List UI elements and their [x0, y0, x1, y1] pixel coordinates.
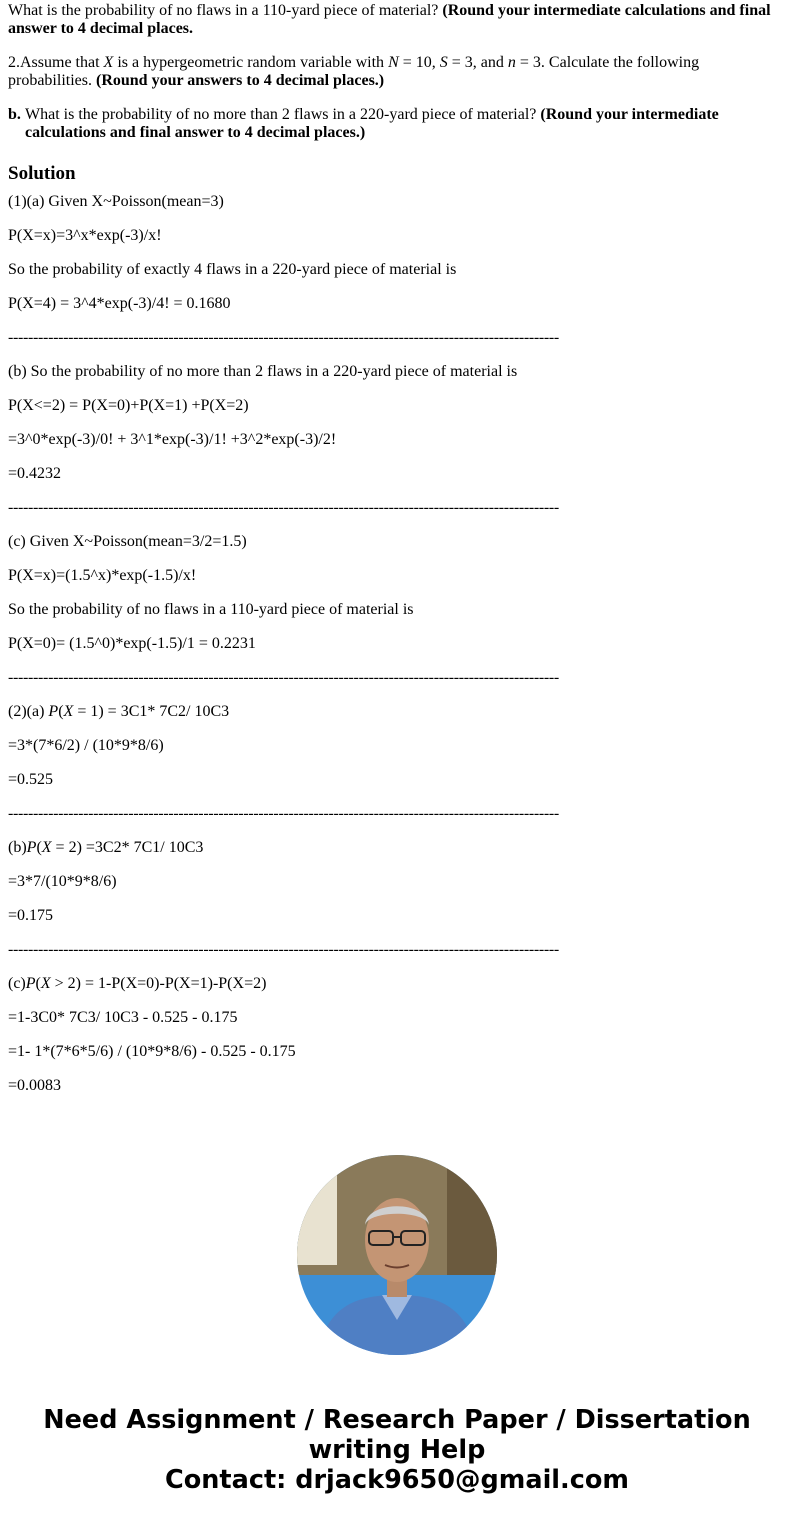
- solution-line: P(X=0)= (1.5^0)*exp(-1.5)/1 = 0.2231: [8, 635, 256, 652]
- divider: --------------------------------------------------------------------------------------------------------------: [8, 941, 559, 958]
- question-1b-text: What is the probability of no more than 2 flaws in a 220-yard piece of material? (Round your intermediate calculations and final answer to 4 decimal places.): [25, 106, 719, 141]
- author-portrait-icon: [297, 1155, 497, 1355]
- solution-line: P(X<=2) = P(X=0)+P(X=1) +P(X=2): [8, 397, 249, 414]
- question-1b: [8, 106, 786, 142]
- solution-line: P(X=4) = 3^4*exp(-3)/4! = 0.1680: [8, 295, 231, 312]
- solution-line: =0.525: [8, 771, 54, 788]
- divider: --------------------------------------------------------------------------------------------------------------: [8, 669, 559, 686]
- document: [0, 2, 794, 1095]
- question-1-partial: What is the probability of no flaws in a 110-yard piece of material? (Round your intermediate calculations and final answer to 4 decimal places.: [8, 2, 771, 37]
- solution-line: So the probability of no flaws in a 110-yard piece of material is: [8, 601, 414, 618]
- promo-line: writing Help: [308, 1435, 486, 1465]
- solution-line: P(X=x)=(1.5^x)*exp(-1.5)/x!: [8, 567, 197, 584]
- solution-line: =0.175: [8, 907, 54, 924]
- solution-heading: Solution: [8, 163, 76, 184]
- solution-line-2a: (2)(a) P(X = 1) = 3C1* 7C2/ 10C3: [8, 703, 230, 720]
- divider: --------------------------------------------------------------------------------------------------------------: [8, 805, 559, 822]
- solution-line: (b) So the probability of no more than 2 flaws in a 220-yard piece of material is: [8, 363, 518, 380]
- solution-line: =3*7/(10*9*8/6): [8, 873, 117, 890]
- divider: --------------------------------------------------------------------------------------------------------------: [8, 499, 559, 516]
- list-label: b.: [8, 106, 21, 123]
- solution-line: P(X=x)=3^x*exp(-3)/x!: [8, 227, 162, 244]
- question-2: 2.Assume that X is a hypergeometric random variable with N = 10, S = 3, and n = 3. Calculate the following probabilities. (Round your answers to 4 decimal places.): [8, 54, 700, 89]
- solution-line: =3^0*exp(-3)/0! + 3^1*exp(-3)/1! +3^2*exp(-3)/2!: [8, 431, 337, 448]
- author-avatar: [297, 1155, 497, 1355]
- solution-line-2b: (b)P(X = 2) =3C2* 7C1/ 10C3: [8, 839, 204, 856]
- promo-line: Need Assignment / Research Paper / Dissertation: [43, 1405, 751, 1435]
- solution-line: =0.0083: [8, 1077, 62, 1094]
- solution-line: =3*(7*6/2) / (10*9*8/6): [8, 737, 164, 754]
- solution-line: (1)(a) Given X~Poisson(mean=3): [8, 193, 224, 210]
- solution-line-2c: (c)P(X > 2) = 1-P(X=0)-P(X=1)-P(X=2): [8, 975, 267, 992]
- contact-line: Contact: drjack9650@gmail.com: [165, 1465, 629, 1495]
- solution-line: (c) Given X~Poisson(mean=3/2=1.5): [8, 533, 247, 550]
- promo-footer: [0, 1405, 794, 1495]
- solution-line: So the probability of exactly 4 flaws in a 220-yard piece of material is: [8, 261, 457, 278]
- solution-body: [8, 193, 786, 1095]
- divider: --------------------------------------------------------------------------------------------------------------: [8, 329, 559, 346]
- solution-line: =1- 1*(7*6*5/6) / (10*9*8/6) - 0.525 - 0.175: [8, 1043, 296, 1060]
- solution-line: =0.4232: [8, 465, 62, 482]
- solution-line: =1-3C0* 7C3/ 10C3 - 0.525 - 0.175: [8, 1009, 238, 1026]
